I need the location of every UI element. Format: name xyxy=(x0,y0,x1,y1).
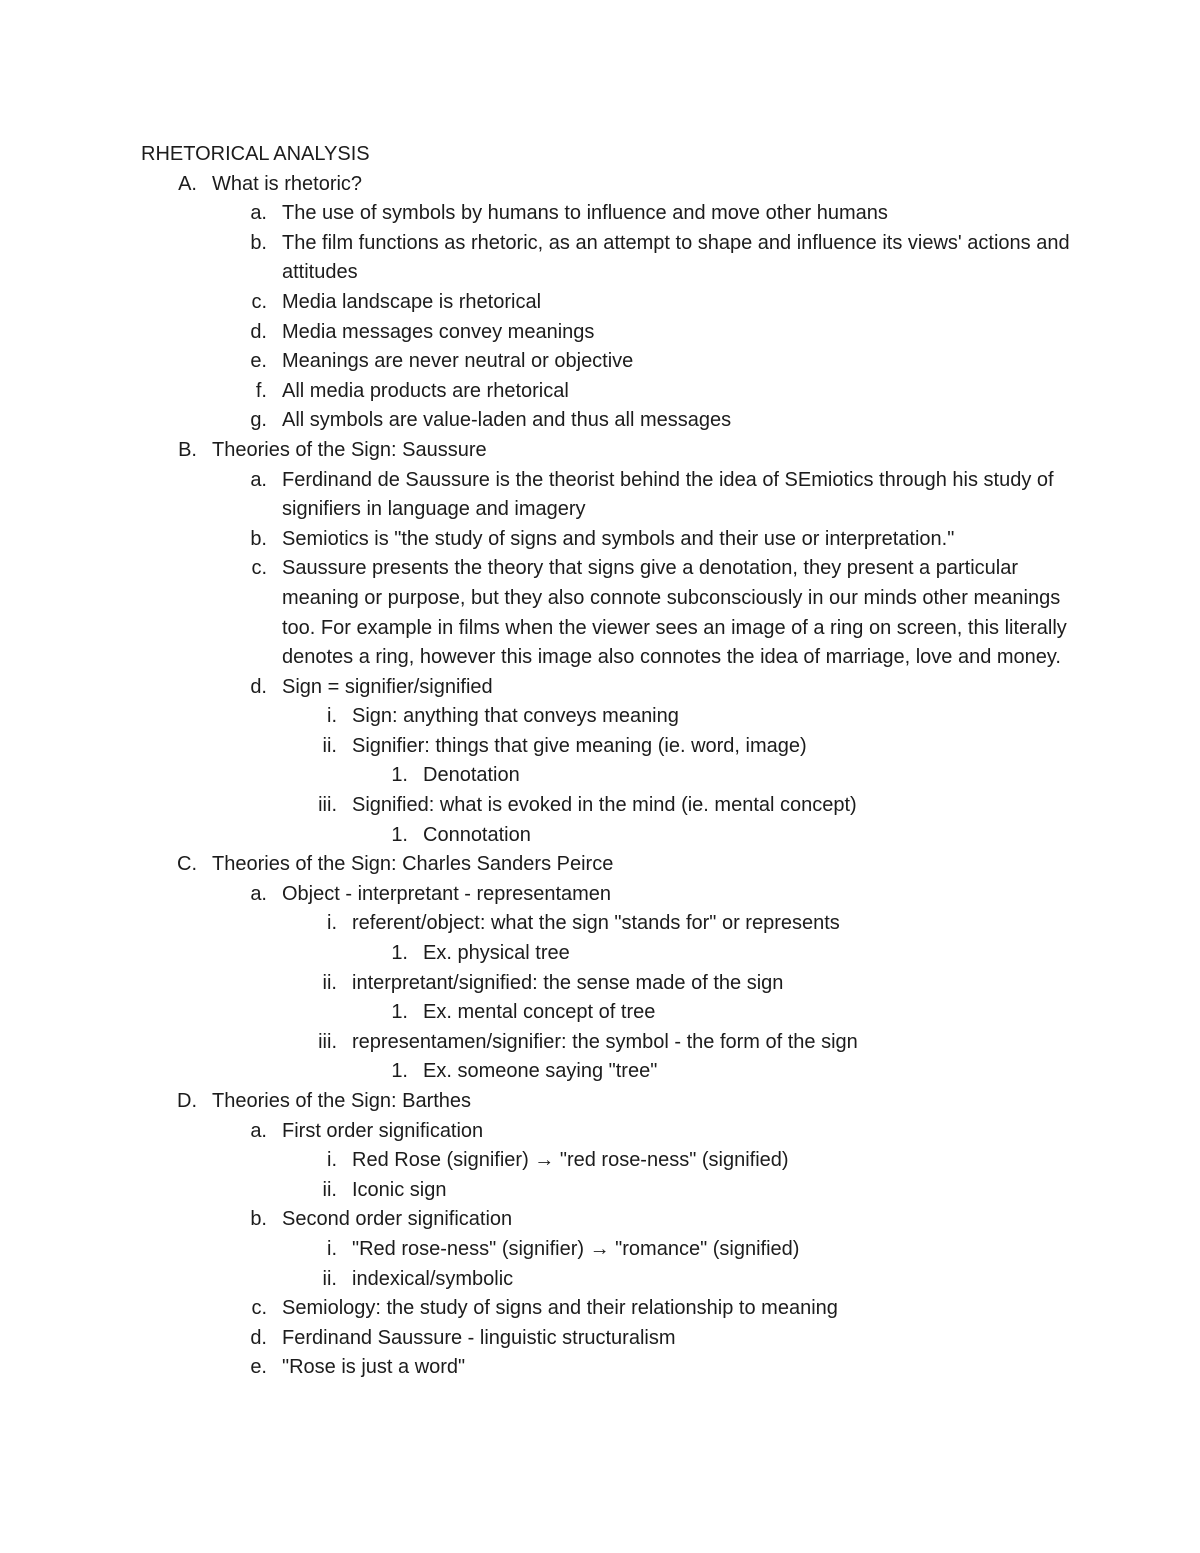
outline-subitem xyxy=(141,909,1081,939)
outline-subitem xyxy=(141,969,1081,999)
list-item-text: Signifier: things that give meaning (ie. word, image) xyxy=(352,734,807,757)
list-item-text: "Red rose-ness" (signifier) → "romance" (signified) xyxy=(352,1237,800,1260)
list-marker: 1. xyxy=(391,823,408,846)
list-item-text: Meanings are never neutral or objective xyxy=(282,350,634,373)
outline-section xyxy=(141,436,1081,466)
list-item-text: "Rose is just a word" xyxy=(282,1356,466,1379)
outline-item xyxy=(141,377,1081,407)
list-item-text: The use of symbols by humans to influence and move other humans xyxy=(282,202,888,225)
document-title: RHETORICAL ANALYSIS xyxy=(141,143,370,165)
list-marker: i. xyxy=(327,1149,337,1172)
list-item-text: Theories of the Sign: Charles Sanders Peirce xyxy=(212,853,614,876)
list-item-text: Object - interpretant - representamen xyxy=(282,882,612,905)
list-item-text: indexical/symbolic xyxy=(352,1267,514,1290)
outline-subitem xyxy=(141,1028,1081,1058)
list-item-text: Semiotics is "the study of signs and symbols and their use or interpretation." xyxy=(282,527,955,550)
list-item-text: Signified: what is evoked in the mind (ie. mental concept) xyxy=(352,794,857,817)
outline-item xyxy=(141,880,1081,910)
list-marker: i. xyxy=(327,912,337,935)
list-marker: 1. xyxy=(391,1060,408,1083)
list-marker: 1. xyxy=(391,1001,408,1024)
list-item-text: representamen/signifier: the symbol - the form of the sign xyxy=(352,1030,858,1053)
outline-subitem xyxy=(141,1176,1081,1206)
list-marker: c. xyxy=(251,290,267,313)
list-item-text: Second order signification xyxy=(282,1208,513,1231)
list-marker: d. xyxy=(250,1326,267,1349)
list-marker: d. xyxy=(250,675,267,698)
outline-section xyxy=(141,170,1081,200)
list-item-text: Theories of the Sign: Saussure xyxy=(212,438,487,461)
list-marker: ii. xyxy=(322,1178,337,1201)
list-marker: a. xyxy=(250,1119,267,1142)
outline-item xyxy=(141,525,1081,555)
list-item-text: interpretant/signified: the sense made of the sign xyxy=(352,971,784,994)
list-item-text: Ex. someone saying "tree" xyxy=(423,1060,658,1083)
outline-subitem xyxy=(141,1146,1081,1176)
outline-item xyxy=(141,288,1081,318)
list-marker: b. xyxy=(250,231,267,254)
list-marker: e. xyxy=(250,1356,267,1379)
list-item-text: Connotation xyxy=(423,823,531,846)
outline-item xyxy=(141,1205,1081,1235)
list-marker: B. xyxy=(178,438,197,461)
list-marker: i. xyxy=(327,705,337,728)
list-marker: c. xyxy=(251,557,267,580)
list-marker: A. xyxy=(178,172,197,195)
list-marker: g. xyxy=(250,409,267,432)
list-marker: 1. xyxy=(391,942,408,965)
list-item-text: Sign = signifier/signified xyxy=(282,675,493,698)
list-item-text: The film functions as rhetoric, as an attempt to shape and influence its views' actions and attitudes xyxy=(282,231,1070,284)
outline-subitem xyxy=(141,1235,1081,1265)
outline-item xyxy=(141,466,1081,525)
outline-item xyxy=(141,1294,1081,1324)
list-item-text: Ferdinand Saussure - linguistic structuralism xyxy=(282,1326,676,1349)
list-item-text: referent/object: what the sign "stands for" or represents xyxy=(352,912,840,935)
outline-item xyxy=(141,1117,1081,1147)
list-marker: D. xyxy=(177,1090,197,1112)
list-marker: 1. xyxy=(391,764,408,787)
list-item-text: Denotation xyxy=(423,764,520,787)
outline-point xyxy=(141,939,1081,969)
list-item-text: Red Rose (signifier) → "red rose-ness" (signified) xyxy=(352,1149,789,1172)
outline-subitem xyxy=(141,1265,1081,1295)
outline-item xyxy=(141,1324,1081,1354)
list-item-text: Ex. physical tree xyxy=(423,942,570,965)
list-item-text: All symbols are value-laden and thus all messages xyxy=(282,409,732,432)
outline-item xyxy=(141,318,1081,348)
list-item-text: Sign: anything that conveys meaning xyxy=(352,705,679,728)
outline-item xyxy=(141,1353,1081,1383)
list-marker: e. xyxy=(250,350,267,373)
outline-item xyxy=(141,554,1081,672)
list-marker: i. xyxy=(327,1237,337,1260)
outline-list xyxy=(141,170,1081,1383)
list-item-text: Theories of the Sign: Barthes xyxy=(212,1090,472,1112)
outline-item xyxy=(141,347,1081,377)
list-item-text: What is rhetoric? xyxy=(212,172,363,195)
outline-point xyxy=(141,998,1081,1028)
outline-item xyxy=(141,229,1081,288)
list-marker: b. xyxy=(250,527,267,550)
list-marker: ii. xyxy=(322,971,337,994)
list-item-text: Ex. mental concept of tree xyxy=(423,1001,656,1024)
outline-item xyxy=(141,673,1081,703)
list-item-text: Media landscape is rhetorical xyxy=(282,290,542,313)
list-marker: d. xyxy=(250,320,267,343)
outline-subitem xyxy=(141,791,1081,821)
list-marker: a. xyxy=(250,202,267,225)
list-marker: iii. xyxy=(318,1030,337,1053)
list-marker: C. xyxy=(177,853,197,876)
list-marker: ii. xyxy=(322,734,337,757)
list-item-text: First order signification xyxy=(282,1119,484,1142)
outline-point xyxy=(141,821,1081,851)
list-item-text: Media messages convey meanings xyxy=(282,320,595,343)
outline-subitem xyxy=(141,732,1081,762)
outline-item xyxy=(141,199,1081,229)
list-marker: c. xyxy=(251,1297,267,1320)
outline-section xyxy=(141,850,1081,880)
list-item-text: Semiology: the study of signs and their relationship to meaning xyxy=(282,1297,838,1320)
document-body xyxy=(141,140,1081,1383)
list-marker: ii. xyxy=(322,1267,337,1290)
outline-section xyxy=(141,1087,1081,1117)
list-marker: a. xyxy=(250,882,267,905)
list-marker: iii. xyxy=(318,794,337,817)
list-item-text: All media products are rhetorical xyxy=(282,379,569,402)
outline-point xyxy=(141,1057,1081,1087)
list-marker: f. xyxy=(255,379,267,402)
outline-item xyxy=(141,406,1081,436)
list-item-text: Iconic sign xyxy=(352,1178,447,1201)
outline-point xyxy=(141,761,1081,791)
list-marker: a. xyxy=(250,468,267,491)
list-marker: b. xyxy=(250,1208,267,1231)
list-item-text: Saussure presents the theory that signs give a denotation, they present a particular meaning or purpose, but they also connote subconsciously in our minds other meanings too. For example in films when the viewer sees an image of a ring on screen, this literally denotes a ring, however this image also connotes the idea of marriage, love and money. xyxy=(282,557,1067,669)
list-item-text: Ferdinand de Saussure is the theorist behind the idea of SEmiotics through his study of signifiers in language and imagery xyxy=(282,468,1054,521)
outline-subitem xyxy=(141,702,1081,732)
